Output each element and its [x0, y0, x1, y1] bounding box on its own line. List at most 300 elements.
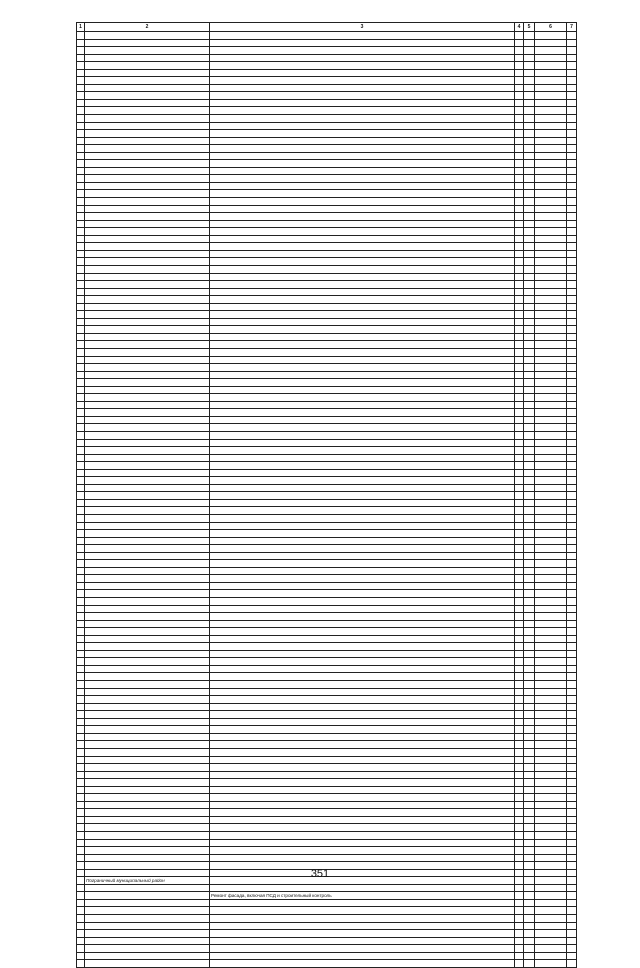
- table-cell: [210, 665, 515, 673]
- table-cell: [535, 47, 567, 55]
- table-cell: [85, 847, 210, 855]
- table-cell: [77, 424, 85, 432]
- table-cell: [515, 575, 524, 583]
- table-cell: [524, 809, 535, 817]
- table-cell: [85, 431, 210, 439]
- table-cell: [85, 945, 210, 953]
- table-cell: [210, 590, 515, 598]
- table-cell: [85, 733, 210, 741]
- table-cell: [85, 379, 210, 387]
- table-cell: [77, 930, 85, 938]
- table-cell: [85, 84, 210, 92]
- table-cell: [210, 115, 515, 123]
- table-cell: [515, 673, 524, 681]
- table-cell: [515, 273, 524, 281]
- table-row: [77, 741, 577, 749]
- table-row: [77, 696, 577, 704]
- table-cell: [524, 824, 535, 832]
- table-cell: [524, 39, 535, 47]
- table-cell: [210, 182, 515, 190]
- table-cell: [515, 431, 524, 439]
- table-cell: [210, 99, 515, 107]
- column-number: 2: [85, 23, 210, 32]
- table-cell: [535, 54, 567, 62]
- table-cell: [515, 756, 524, 764]
- table-cell: [567, 371, 577, 379]
- table-cell: [535, 371, 567, 379]
- table-cell: [77, 69, 85, 77]
- table-cell: [77, 560, 85, 568]
- table-cell: [515, 39, 524, 47]
- table-cell: [210, 605, 515, 613]
- table-cell: [535, 552, 567, 560]
- table-cell: [77, 628, 85, 636]
- table-cell: [77, 160, 85, 168]
- table-cell: [515, 620, 524, 628]
- table-row: [77, 960, 577, 968]
- table-cell: [567, 431, 577, 439]
- table-cell: [524, 130, 535, 138]
- table-cell: [210, 152, 515, 160]
- table-cell: [535, 937, 567, 945]
- table-row: [77, 190, 577, 198]
- table-cell: [524, 439, 535, 447]
- table-cell: [567, 288, 577, 296]
- table-cell: [210, 824, 515, 832]
- table-cell: [567, 801, 577, 809]
- table-cell: [524, 726, 535, 734]
- table-cell: [77, 854, 85, 862]
- table-cell: [210, 122, 515, 130]
- table-cell: [567, 590, 577, 598]
- table-cell: [535, 288, 567, 296]
- table-cell: [567, 620, 577, 628]
- table-cell: [567, 824, 577, 832]
- table-cell: [77, 605, 85, 613]
- table-cell: [515, 190, 524, 198]
- table-cell: [535, 77, 567, 85]
- table-cell: [77, 484, 85, 492]
- table-cell: [535, 794, 567, 802]
- table-cell: [210, 847, 515, 855]
- table-row: [77, 122, 577, 130]
- table-row: [77, 439, 577, 447]
- table-cell: [524, 318, 535, 326]
- table-cell: [85, 318, 210, 326]
- table-cell: [524, 801, 535, 809]
- table-row: [77, 32, 577, 40]
- table-cell: [515, 681, 524, 689]
- table-cell: [524, 643, 535, 651]
- table-row: [77, 665, 577, 673]
- table-cell: [535, 32, 567, 40]
- table-row: [77, 205, 577, 213]
- table-cell: [85, 658, 210, 666]
- table-cell: [85, 228, 210, 236]
- table-cell: [524, 447, 535, 455]
- table-cell: [77, 794, 85, 802]
- table-cell: [85, 824, 210, 832]
- table-cell: [524, 484, 535, 492]
- table-row: [77, 250, 577, 258]
- table-cell: [77, 643, 85, 651]
- table-cell: [85, 394, 210, 402]
- table-row: [77, 567, 577, 575]
- table-cell: [535, 115, 567, 123]
- table-cell: [567, 598, 577, 606]
- table-cell: [567, 401, 577, 409]
- table-row: [77, 318, 577, 326]
- table-cell: [85, 937, 210, 945]
- table-cell: [77, 288, 85, 296]
- table-cell: [85, 364, 210, 372]
- table-row: [77, 681, 577, 689]
- table-cell: [567, 326, 577, 334]
- table-cell: [77, 650, 85, 658]
- table-cell: [85, 447, 210, 455]
- table-cell: [77, 801, 85, 809]
- table-cell: [85, 130, 210, 138]
- table-cell: [535, 462, 567, 470]
- table-cell: [85, 515, 210, 523]
- table-cell: [77, 741, 85, 749]
- table-row: [77, 469, 577, 477]
- table-cell: [85, 273, 210, 281]
- table-cell: [210, 311, 515, 319]
- table-cell: [210, 801, 515, 809]
- table-cell: [567, 771, 577, 779]
- table-cell: [85, 839, 210, 847]
- table-cell: [210, 658, 515, 666]
- table-row: [77, 311, 577, 319]
- table-cell: [85, 311, 210, 319]
- table-cell: [535, 258, 567, 266]
- table-cell: [210, 341, 515, 349]
- table-cell: [77, 107, 85, 115]
- table-cell: [77, 175, 85, 183]
- table-cell: [524, 681, 535, 689]
- table-cell: [515, 605, 524, 613]
- table-cell: [567, 733, 577, 741]
- table-cell: [77, 779, 85, 787]
- table-row: [77, 628, 577, 636]
- table-cell: [77, 145, 85, 153]
- table-cell: [85, 779, 210, 787]
- table-cell: [567, 696, 577, 704]
- table-cell: [515, 484, 524, 492]
- table-cell: [524, 598, 535, 606]
- table-cell: [524, 326, 535, 334]
- table-cell: [77, 394, 85, 402]
- table-cell: [85, 258, 210, 266]
- table-cell: [567, 273, 577, 281]
- table-cell: [524, 386, 535, 394]
- table-cell: [515, 824, 524, 832]
- table-cell: [524, 794, 535, 802]
- table-cell: [567, 235, 577, 243]
- table-cell: [515, 628, 524, 636]
- table-cell: [85, 892, 210, 900]
- table-cell: [515, 228, 524, 236]
- table-cell: [77, 447, 85, 455]
- table-cell: [77, 356, 85, 364]
- table-cell: [515, 786, 524, 794]
- table-cell: [524, 137, 535, 145]
- table-cell: [535, 469, 567, 477]
- table-cell: [210, 69, 515, 77]
- table-cell: [77, 726, 85, 734]
- table-cell: [77, 469, 85, 477]
- table-cell: [85, 930, 210, 938]
- table-cell: [85, 582, 210, 590]
- table-cell: [535, 515, 567, 523]
- table-cell: [535, 945, 567, 953]
- table-cell: [85, 718, 210, 726]
- table-cell: [85, 914, 210, 922]
- table-cell: [515, 250, 524, 258]
- table-cell: [77, 507, 85, 515]
- table-cell: [535, 69, 567, 77]
- table-cell: [535, 213, 567, 221]
- table-cell: [515, 748, 524, 756]
- table-cell: [535, 296, 567, 304]
- table-cell: [567, 205, 577, 213]
- table-row: [77, 243, 577, 251]
- table-row: [77, 409, 577, 417]
- table-cell: [535, 779, 567, 787]
- table-cell: [535, 311, 567, 319]
- table-cell: [535, 816, 567, 824]
- table-cell: [535, 492, 567, 500]
- table-cell: [515, 333, 524, 341]
- table-cell: [85, 537, 210, 545]
- table-cell: [85, 39, 210, 47]
- table-cell: [210, 613, 515, 621]
- table-cell: [535, 386, 567, 394]
- table-cell: [210, 273, 515, 281]
- table-cell: [77, 696, 85, 704]
- table-row: [77, 213, 577, 221]
- table-cell: [535, 39, 567, 47]
- table-row: [77, 771, 577, 779]
- table-cell: [515, 530, 524, 538]
- table-cell: [85, 401, 210, 409]
- table-cell: [567, 522, 577, 530]
- table-row: [77, 847, 577, 855]
- table-cell: [85, 665, 210, 673]
- table-cell: [535, 333, 567, 341]
- table-cell: [210, 431, 515, 439]
- table-cell: [524, 281, 535, 289]
- table-cell: [515, 220, 524, 228]
- table-cell: [210, 235, 515, 243]
- table-cell: [77, 281, 85, 289]
- table-cell: [210, 582, 515, 590]
- table-cell: [524, 582, 535, 590]
- table-cell: [535, 145, 567, 153]
- table-cell: [524, 409, 535, 417]
- table-cell: [210, 688, 515, 696]
- table-row: [77, 39, 577, 47]
- table-cell: [77, 545, 85, 553]
- table-cell: [535, 681, 567, 689]
- table-cell: [515, 69, 524, 77]
- table-cell: [567, 718, 577, 726]
- table-cell: [85, 703, 210, 711]
- table-cell: [567, 786, 577, 794]
- table-row: [77, 137, 577, 145]
- table-row: [77, 620, 577, 628]
- table-cell: [567, 552, 577, 560]
- table-cell: [535, 326, 567, 334]
- table-cell: [85, 816, 210, 824]
- table-cell: [85, 409, 210, 417]
- table-cell: [524, 47, 535, 55]
- table-cell: [85, 107, 210, 115]
- table-cell: [535, 590, 567, 598]
- table-cell: [524, 288, 535, 296]
- table-cell: [210, 469, 515, 477]
- table-cell: [515, 462, 524, 470]
- table-cell: [535, 801, 567, 809]
- table-cell: [535, 152, 567, 160]
- table-cell: [515, 145, 524, 153]
- table-cell: [85, 288, 210, 296]
- table-cell: [210, 786, 515, 794]
- table-row: [77, 115, 577, 123]
- table-cell: [515, 945, 524, 953]
- table-cell: [515, 567, 524, 575]
- table-cell: [210, 137, 515, 145]
- table-cell: [85, 47, 210, 55]
- table-cell: [85, 265, 210, 273]
- table-cell: [210, 937, 515, 945]
- table-cell: [85, 575, 210, 583]
- table-cell: [77, 786, 85, 794]
- table-row: [77, 537, 577, 545]
- table-cell: [524, 658, 535, 666]
- table-cell: [85, 590, 210, 598]
- table-cell: [515, 718, 524, 726]
- table-cell: [77, 333, 85, 341]
- table-cell: [210, 899, 515, 907]
- table-cell: [515, 839, 524, 847]
- table-cell: [524, 718, 535, 726]
- table-cell: [515, 198, 524, 206]
- table-cell: [85, 205, 210, 213]
- table-cell: [535, 748, 567, 756]
- table-cell: [524, 703, 535, 711]
- table-cell: [77, 945, 85, 953]
- table-cell: [515, 62, 524, 70]
- table-cell: [77, 228, 85, 236]
- table-cell: [567, 809, 577, 817]
- table-cell: [85, 371, 210, 379]
- table-row: [77, 635, 577, 643]
- table-cell: [210, 673, 515, 681]
- table-row: [77, 326, 577, 334]
- table-cell: [535, 341, 567, 349]
- table-cell: [77, 213, 85, 221]
- table-cell: [85, 952, 210, 960]
- table-row: [77, 582, 577, 590]
- table-cell: [77, 364, 85, 372]
- column-number: 4: [515, 23, 524, 32]
- table-cell: [85, 809, 210, 817]
- table-cell: [567, 748, 577, 756]
- table-cell: [515, 416, 524, 424]
- table-cell: [210, 560, 515, 568]
- table-cell: [210, 718, 515, 726]
- table-cell: [85, 899, 210, 907]
- table-cell: [210, 326, 515, 334]
- table-cell: [515, 394, 524, 402]
- table-cell: [77, 922, 85, 930]
- table-cell: [210, 243, 515, 251]
- table-row: [77, 801, 577, 809]
- table-cell: [515, 884, 524, 892]
- table-cell: [567, 213, 577, 221]
- table-cell: [515, 303, 524, 311]
- table-row: [77, 99, 577, 107]
- table-cell: [77, 243, 85, 251]
- table-cell: [77, 409, 85, 417]
- table-cell: [567, 960, 577, 968]
- table-cell: [567, 673, 577, 681]
- table-cell: [85, 605, 210, 613]
- table-cell: [85, 469, 210, 477]
- table-cell: [515, 703, 524, 711]
- table-cell: [524, 771, 535, 779]
- table-cell: [210, 484, 515, 492]
- table-cell: [515, 816, 524, 824]
- table-cell: [210, 930, 515, 938]
- table-cell: [515, 930, 524, 938]
- table-cell: [515, 243, 524, 251]
- table-cell: [567, 333, 577, 341]
- table-cell: [85, 77, 210, 85]
- table-row: [77, 613, 577, 621]
- table-cell: [524, 764, 535, 772]
- table-cell: [567, 756, 577, 764]
- table-cell: [77, 190, 85, 198]
- table-cell: [210, 635, 515, 643]
- table-cell: [524, 160, 535, 168]
- table-cell: [85, 137, 210, 145]
- table-cell: [77, 673, 85, 681]
- table-cell: [77, 552, 85, 560]
- table-cell: [85, 333, 210, 341]
- table-cell: [77, 454, 85, 462]
- table-cell: [85, 250, 210, 258]
- table-cell: [515, 899, 524, 907]
- table-row: [77, 643, 577, 651]
- table-cell: [524, 469, 535, 477]
- table-cell: [515, 311, 524, 319]
- table-row: [77, 356, 577, 364]
- table-cell: [77, 703, 85, 711]
- table-row: [77, 764, 577, 772]
- table-cell: [210, 839, 515, 847]
- table-cell: [567, 318, 577, 326]
- table-cell: [85, 650, 210, 658]
- table-cell: [524, 356, 535, 364]
- table-cell: [210, 748, 515, 756]
- table-cell: [567, 741, 577, 749]
- table-cell: [77, 816, 85, 824]
- table-cell: [567, 77, 577, 85]
- table-cell: [567, 688, 577, 696]
